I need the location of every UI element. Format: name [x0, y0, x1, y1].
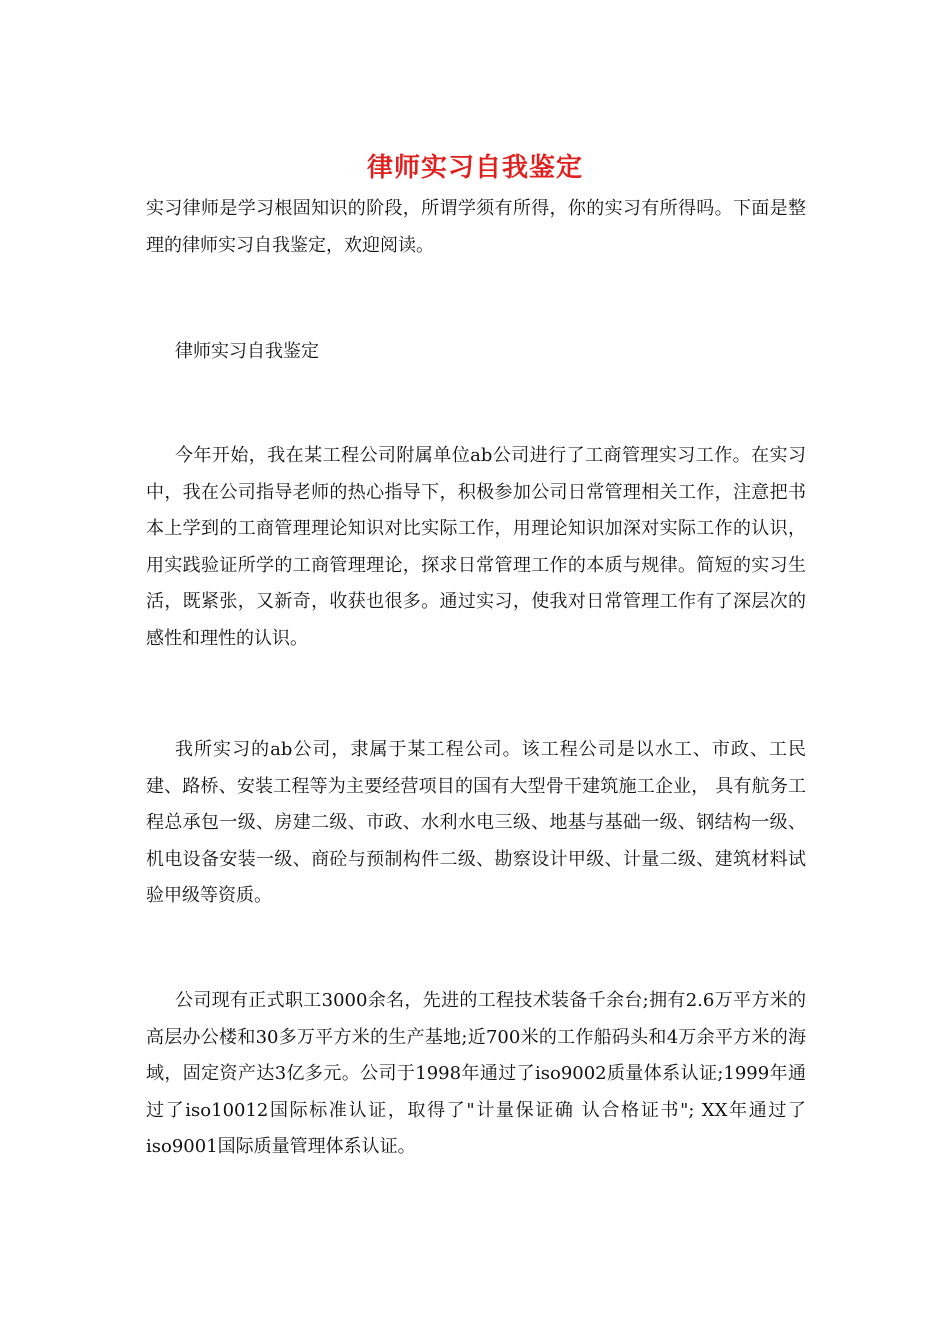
intro-paragraph: 实习律师是学习根固知识的阶段，所谓学须有所得，你的实习有所得吗。下面是整理的律师实习自我鉴定，欢迎阅读。: [146, 198, 806, 256]
body-paragraph-1: 今年开始，我在某工程公司附属单位ab公司进行了工商管理实习工作。在实习中，我在公司指导老师的热心指导下，积极参加公司日常管理相关工作，注意把书本上学到的工商管理理论知识对比实际工作，用理论知识加深对实际工作的认识，用实践验证所学的工商管理理论，探求日常管理工作的本质与规律。简短的实习生活，既紧张，又新奇，收获也很多。通过实习，使我对日常管理工作有了深层次的感性和理性的认识。: [146, 445, 806, 649]
body-paragraph-2: 我所实习的ab公司，隶属于某工程公司。该工程公司是以水工、市政、工民建、路桥、安装工程等为主要经营项目的国有大型骨干建筑施工企业， 具有航务工程总承包一级、房建二级、市政、水利水电三级、地基与基础一级、钢结构一级、机电设备安装一级、商砼与预制构件二级、勘察设计甲级、计量二级、建筑材料试验甲级等资质。: [146, 739, 806, 906]
body-paragraph-3: 公司现有正式职工3000余名，先进的工程技术装备千余台;拥有2.6万平方米的高层办公楼和30多万平方米的生产基地;近700米的工作船码头和4万余平方米的海域，固定资产达3亿多元。公司于1998年通过了iso9002质量体系认证;1999年通过了iso10012国际标准认证，取得了"计量保证确 认合格证书"; XX年通过了iso9001国际质量管理体系认证。: [146, 990, 806, 1157]
document-title: 律师实习自我鉴定: [366, 153, 583, 183]
section-subtitle: 律师实习自我鉴定: [175, 341, 319, 362]
